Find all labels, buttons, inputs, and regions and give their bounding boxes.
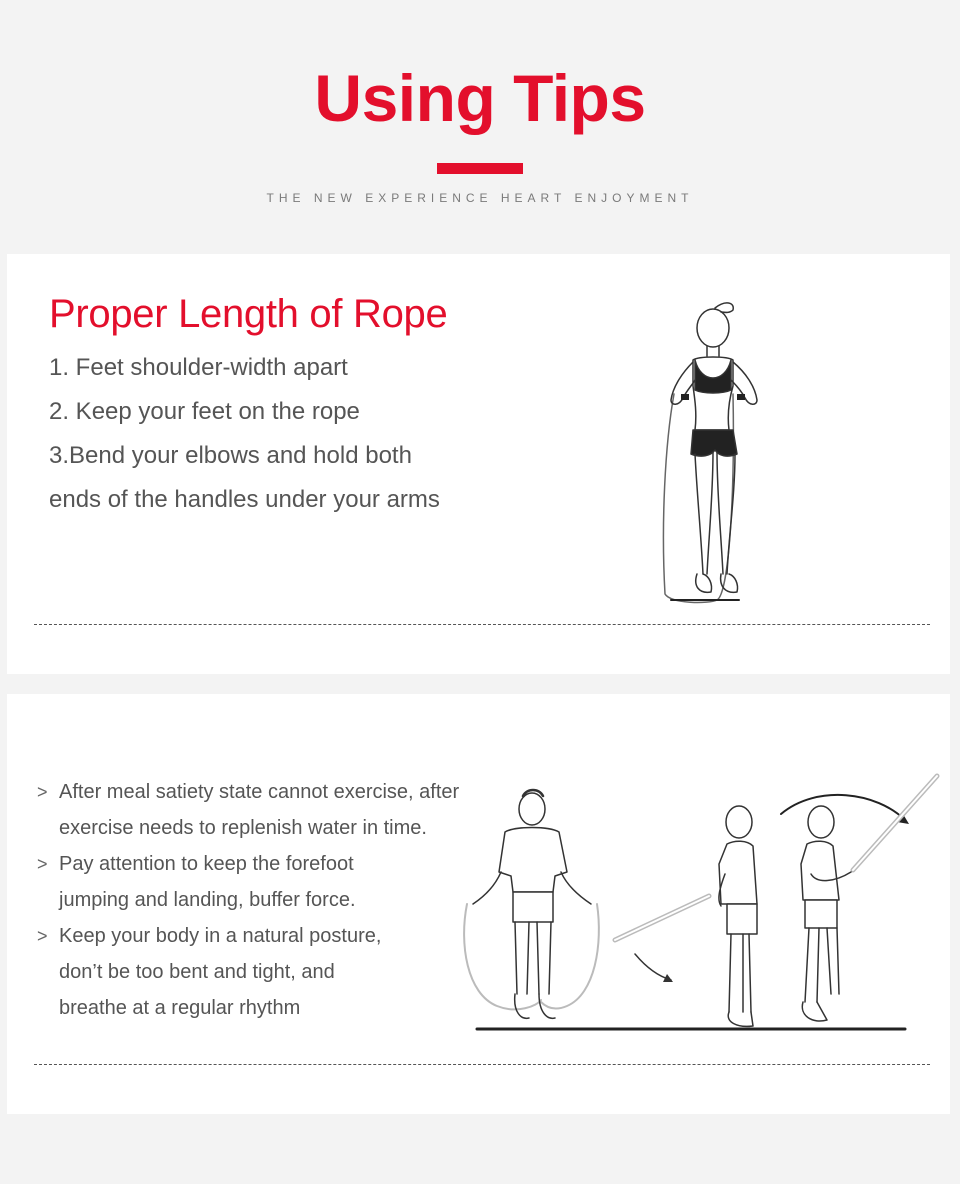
step-item: 2. Keep your feet on the rope: [49, 398, 360, 425]
tips-list: [37, 774, 497, 1026]
step-item: 1. Feet shoulder-width apart: [49, 354, 348, 381]
jump-rope-tips-card: [7, 694, 950, 1114]
chevron-right-icon: >: [37, 926, 48, 946]
tip-text: After meal satiety state cannot exercise, after exercise needs to replenish water in time.: [59, 781, 460, 839]
section-divider: [34, 624, 930, 625]
tip-text: Keep your body in a natural posture, don’t be too bent and tight, and breathe at a regular rhythm: [59, 925, 382, 1019]
step-item: ends of the handles under your arms: [49, 486, 440, 513]
chevron-right-icon: >: [37, 782, 48, 802]
section-divider: [34, 1064, 930, 1065]
tip-item: [37, 918, 497, 1026]
chevron-right-icon: >: [37, 854, 48, 874]
tip-item: [37, 774, 497, 846]
page-title: Using Tips: [314, 61, 646, 135]
tip-text: Pay attention to keep the forefoot jumping and landing, buffer force.: [59, 853, 356, 911]
woman-standing-on-rope-icon: [637, 294, 777, 609]
title-underline: [437, 163, 523, 174]
step-item: 3.Bend your elbows and hold both: [49, 442, 412, 469]
jump-rope-sequence-icon: [457, 744, 942, 1039]
section-title-rope-length: Proper Length of Rope: [49, 292, 448, 336]
rope-length-card: [7, 254, 950, 674]
rope-length-steps: [49, 346, 519, 522]
tip-item: [37, 846, 497, 918]
page-subtitle: THE NEW EXPERIENCE HEART ENJOYMENT: [266, 191, 694, 205]
page-header: [0, 0, 960, 250]
